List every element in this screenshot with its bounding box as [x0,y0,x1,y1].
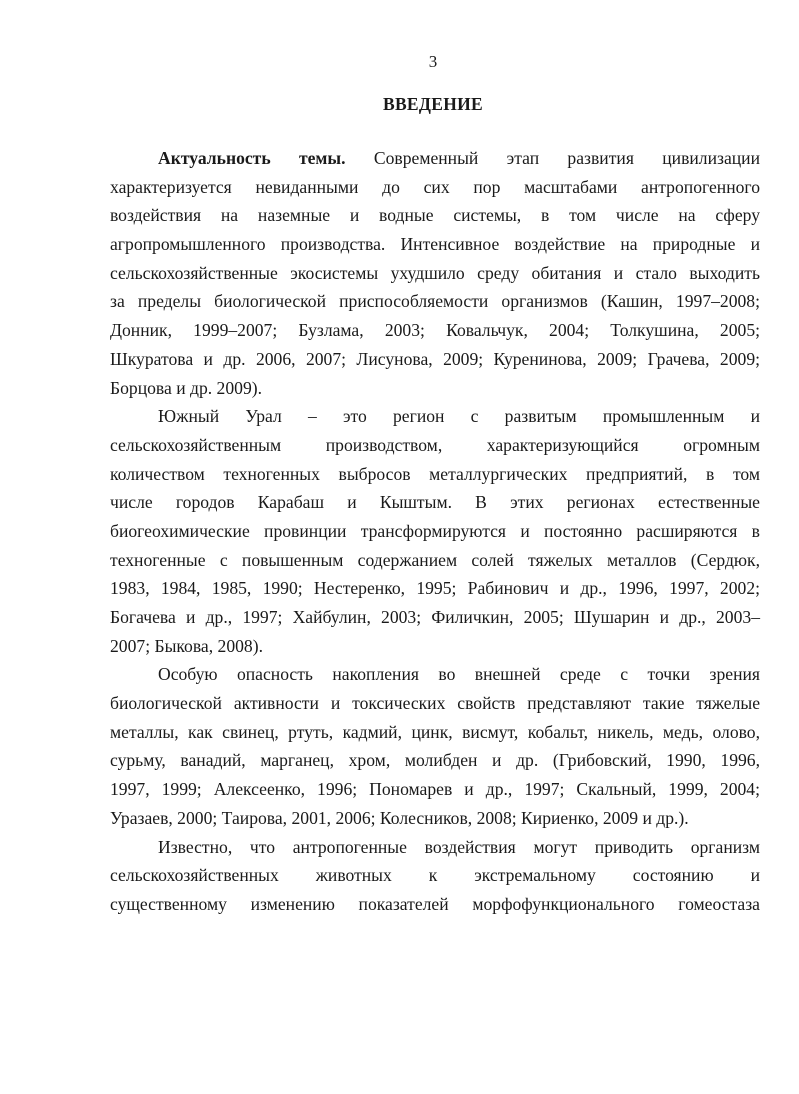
page-number: 3 [428,52,438,71]
text-line: Богачева и др., 1997; Хайбулин, 2003; Филичкин, 2005; Шушарин и др., 2003– [110,607,760,627]
text-line: сельскохозяйственным производством, характеризующийся огромным [110,434,760,455]
text-line: Особую опасность накопления во внешней среде с точки зрения [158,664,760,685]
text-line: Борцова и др. 2009). [110,377,262,398]
text-line: 1997, 1999; Алексеенко, 1996; Пономарев и др., 1997; Скальный, 1999, 2004; [110,779,760,800]
text-line: 1983, 1984, 1985, 1990; Нестеренко, 1995; Рабинович и др., 1996, 1997, 2002; [110,578,760,599]
paragraph [110,833,760,919]
paragraph [110,144,760,402]
text-line-content: Современный этап развития цивилизации [345,148,760,168]
paragraph [110,402,760,660]
text-line: техногенные с повышенным содержанием солей тяжелых металлов (Сердюк, [110,549,760,570]
text-line: сельскохозяйственные экосистемы ухудшило среду обитания и стало выходить [110,262,760,283]
text-line [110,144,760,173]
text-line: существенному изменению показателей морфофункционального гомеостаза [110,893,760,914]
text-line: агропромышленного производства. Интенсивное воздействие на природные и [110,234,760,255]
text-line: характеризуется невиданными до сих пор масштабами антропогенного [110,176,760,197]
text-line: Известно, что антропогенные воздействия могут приводить организм [158,836,760,857]
text-line: числе городов Карабаш и Кыштым. В этих регионах естественные [110,492,760,513]
text-line: металлы, как свинец, ртуть, кадмий, цинк, висмут, кобальт, никель, медь, олово, [110,721,760,742]
text-line: Шкуратова и др. 2006, 2007; Лисунова, 2009; Куренинова, 2009; Грачева, 2009; [110,348,760,369]
text-line: сурьму, ванадий, марганец, хром, молибден и др. (Грибовский, 1990, 1996, [110,750,760,771]
text-line: воздействия на наземные и водные системы, в том числе на сферу [110,205,760,226]
text-line: Уразаев, 2000; Таирова, 2001, 2006; Колесников, 2008; Кириенко, 2009 и др.). [110,807,689,828]
text-line: биогеохимические провинции трансформируются и постоянно расширяются в [110,520,760,541]
body-text [110,144,760,919]
text-line: сельскохозяйственных животных к экстремальному состоянию и [110,865,760,886]
paragraph [110,660,760,832]
text-line: биологической активности и токсических свойств представляют такие тяжелые [110,693,760,714]
text-line: 2007; Быкова, 2008). [110,635,263,656]
text-line: Донник, 1999–2007; Бузлама, 2003; Ковальчук, 2004; Толкушина, 2005; [110,320,760,341]
text-line: Южный Урал – это регион с развитым промышленным и [158,406,760,427]
text-line: за пределы биологической приспособляемости организмов (Кашин, 1997–2008; [110,291,760,312]
paragraph-lead: Актуальность темы. [158,148,346,168]
text-line: количеством техногенных выбросов металлургических предприятий, в том [110,463,760,484]
section-heading: ВВЕДЕНИЕ [382,94,484,114]
